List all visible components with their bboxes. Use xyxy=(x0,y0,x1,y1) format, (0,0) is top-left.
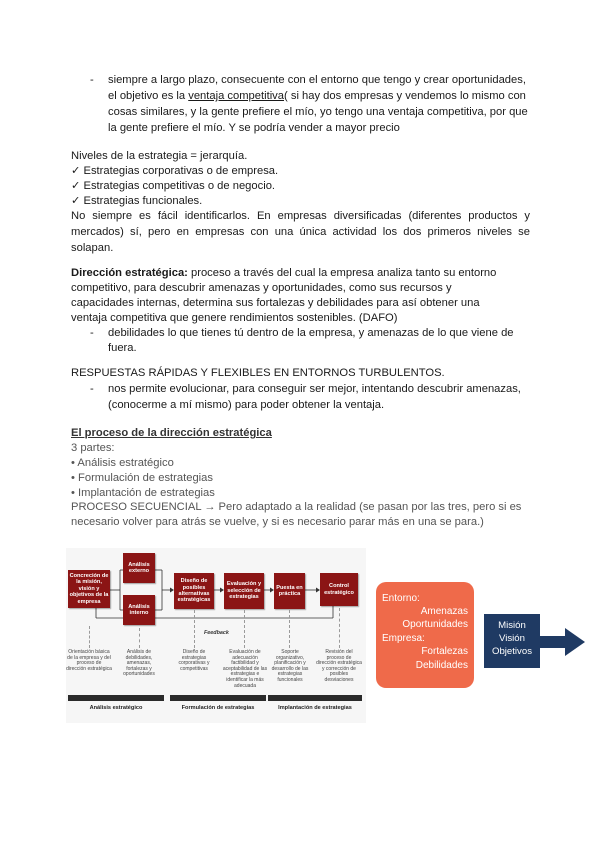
sequence-line2: necesario volver para atrás se vuelve, y si es necesario parar más en una se para.) xyxy=(71,516,484,528)
targets-box xyxy=(484,614,540,668)
phase-bar xyxy=(68,695,164,701)
respuestas-sub1: nos permite evolucionar, para conseguir ser mejor, intentando descubrir amenazas, xyxy=(108,383,521,395)
direccion-sub1: debilidades lo que tienes tú dentro de la empresa, y amenazas de lo que viene de xyxy=(108,327,514,339)
entorno-label: Entorno: xyxy=(382,593,420,604)
box-control: Control estratégico xyxy=(320,573,358,606)
p1-line2-post: ( si hay dos empresas y vendemos lo mismo con xyxy=(284,90,526,102)
direccion-line4: ventaja competitiva que genere rendimientos sostenibles. (DAFO) xyxy=(71,312,398,324)
p1-line2 xyxy=(108,88,526,104)
debilidades-label: Debilidades xyxy=(415,660,468,671)
direccion-sub2: fuera. xyxy=(108,342,137,354)
oportunidades-label: Oportunidades xyxy=(402,619,468,630)
bullet-dash: - xyxy=(90,74,94,86)
arrow-right-icon xyxy=(539,628,589,656)
dashed-guide xyxy=(339,608,340,648)
dashed-guide xyxy=(89,626,90,648)
box-mision: Concreción de la misión, visión y objetivos de la empresa xyxy=(68,570,110,608)
bullet-dash: - xyxy=(90,327,94,339)
process-diagram xyxy=(66,548,366,723)
box-analisis-interno: Análisis interno xyxy=(123,595,155,625)
p1-line1: siempre a largo plazo, consecuente con el entorno que tengo y crear oportunidades, xyxy=(108,74,526,86)
phase-label-formulacion: Formulación de estrategias xyxy=(181,705,255,711)
phase-label-implantacion: Implantación de estrategias xyxy=(278,705,352,711)
box-evaluacion: Evaluación y selección de estrategias xyxy=(224,573,264,609)
vision-label: Visión xyxy=(499,633,525,644)
description-analisis: Análisis de debilidades, amenazas, fortalezas y oportunidades xyxy=(123,649,155,678)
dashed-guide xyxy=(194,610,195,648)
ventaja-competitiva-term: ventaja competitiva xyxy=(188,90,285,102)
section-title: El proceso de la dirección estratégica xyxy=(71,427,272,439)
levels-heading: Niveles de la estrategia = jerarquía. xyxy=(71,150,248,162)
dashed-guide xyxy=(139,628,140,648)
level-item: ✓ Estrategias funcionales. xyxy=(71,195,203,207)
dashed-guide xyxy=(289,610,290,648)
p1-line4: la gente prefiere el mío. Y se podría vender a mayor precio xyxy=(108,122,400,134)
box-analisis-externo: Análisis externo xyxy=(123,553,155,583)
sequence-line1: PROCESO SECUENCIAL → Pero adaptado a la realidad (se pasan por las tres, pero si es xyxy=(71,501,522,513)
levels-note: No siempre es fácil identificarlos. En empresas diversificadas (diferentes productos y mercados) sí, pero en empresas con una única actividad los dos primeros niveles se solapan. xyxy=(71,210,530,254)
direccion-line2: competitivo, para descubrir amenazas y oportunidades, como sus recursos y xyxy=(71,282,452,294)
level-item: ✓ Estrategias competitivas o de negocio. xyxy=(71,180,276,192)
dashed-guide xyxy=(244,610,245,648)
level-item: ✓ Estrategias corporativas o de empresa. xyxy=(71,165,279,177)
part-item: • Implantación de estrategias xyxy=(71,487,215,499)
part-item: • Formulación de estrategias xyxy=(71,472,213,484)
description-diseno: Diseño de estrategias corporativas y competitivas xyxy=(178,649,210,672)
empresa-label: Empresa: xyxy=(382,633,425,644)
respuestas-heading: RESPUESTAS RÁPIDAS Y FLEXIBLES EN ENTORNOS TURBULENTOS. xyxy=(71,367,445,379)
description-control: Revisión del proceso de dirección estratégica y corrección de posibles desviaciones xyxy=(316,649,362,683)
mision-label: Misión xyxy=(498,620,526,631)
part-item: • Análisis estratégico xyxy=(71,457,174,469)
phase-bar xyxy=(170,695,266,701)
direccion-line1 xyxy=(71,265,496,281)
description-puesta: Soporte organizativo, planificación y desarrollo de las estrategias funcionales xyxy=(271,649,309,683)
fortalezas-label: Fortalezas xyxy=(421,646,468,657)
phase-bar xyxy=(268,695,362,701)
description-evaluacion: Evaluación de adecuación factibilidad y aceptabilidad de las estrategias e identificar la más adecuada xyxy=(222,649,268,689)
box-diseno: Diseño de posibles alternativas estratégicas xyxy=(174,573,214,609)
dafo-box xyxy=(376,582,474,688)
box-puesta-en-practica: Puesta en práctica xyxy=(274,573,305,609)
direccion-line1-text: proceso a través del cual la empresa analiza tanto su entorno xyxy=(187,267,497,279)
phase-label-analisis: Análisis estratégico xyxy=(89,705,143,711)
amenazas-label: Amenazas xyxy=(420,606,468,617)
description-mision: Orientación básica de la empresa y del proceso de dirección estratégica xyxy=(66,649,112,672)
parts-heading: 3 partes: xyxy=(71,442,115,454)
direccion-line3: capacidades internas, determina sus fortalezas y debilidades para así obtener una xyxy=(71,297,480,309)
direccion-term: Dirección estratégica: xyxy=(71,267,188,279)
p1-line2-pre: el objetivo es la xyxy=(108,90,189,102)
feedback-label: Feedback xyxy=(204,630,229,636)
p1-line3: cosas similares, y la gente prefiere el mío, yo tengo una ventaja competitiva, por que xyxy=(108,106,528,118)
respuestas-sub2: (conocerme a mí mismo) para poder obtener la ventaja. xyxy=(108,399,385,411)
bullet-dash: - xyxy=(90,383,94,395)
objetivos-label: Objetivos xyxy=(492,646,532,657)
